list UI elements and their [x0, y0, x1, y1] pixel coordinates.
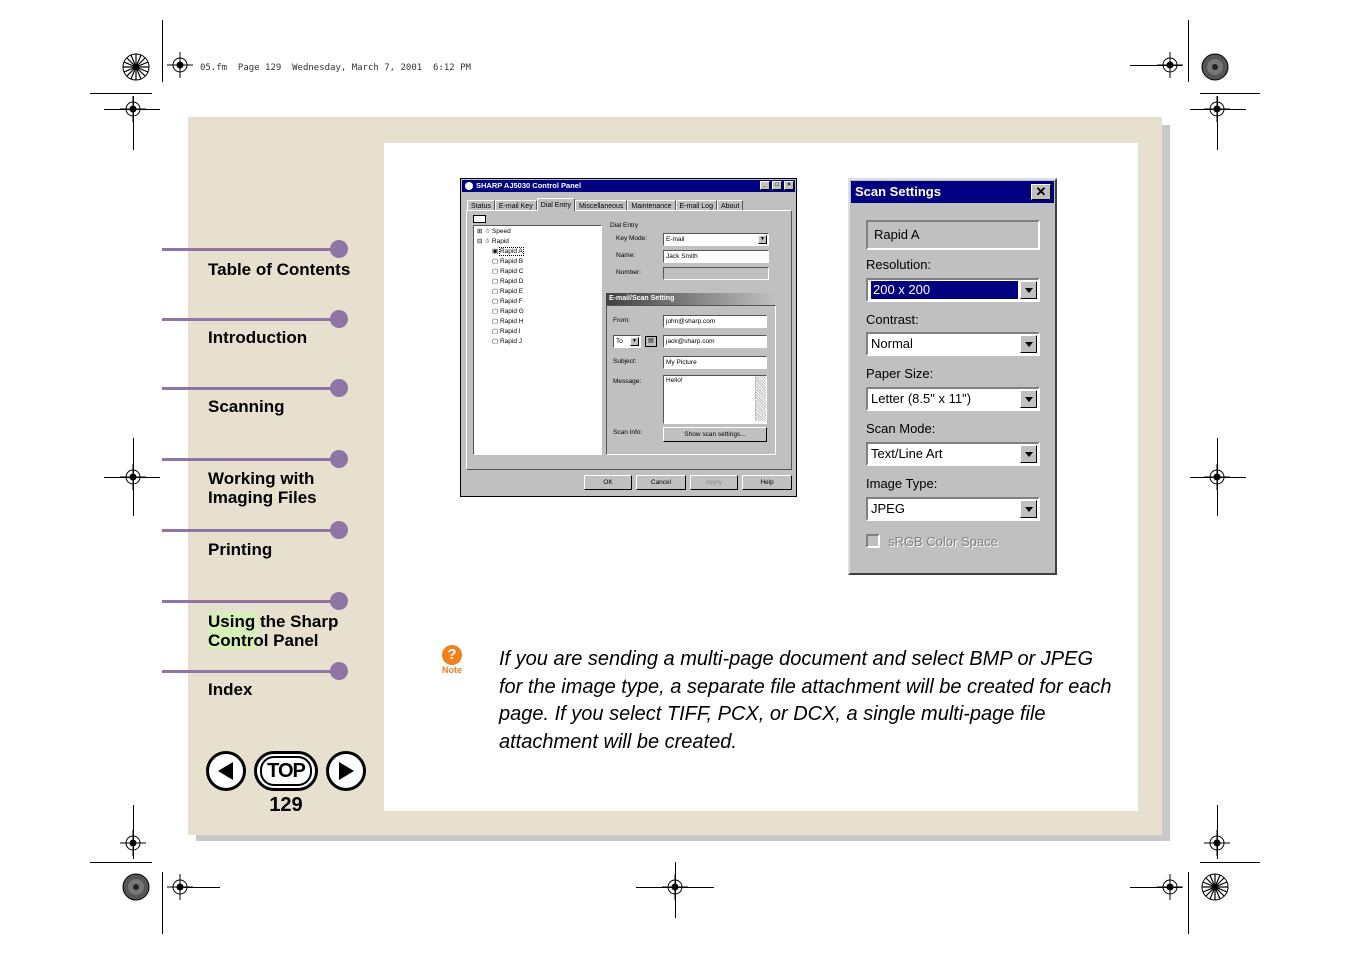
number-label: Number:: [616, 269, 641, 276]
crop-mark: [90, 93, 152, 94]
sidebar-item-label: Scanning: [208, 397, 285, 416]
resolution-value: 200 x 200: [871, 281, 1018, 299]
chevron-down-icon[interactable]: [1020, 390, 1037, 408]
nav-divider: [162, 670, 340, 673]
entry-name-display: Rapid A: [866, 220, 1040, 250]
app-icon: [465, 182, 473, 190]
nav-bullet-icon: [330, 450, 348, 468]
contrast-select[interactable]: [866, 332, 1040, 356]
crop-mark: [1217, 96, 1218, 150]
sidebar-item-table-of-contents[interactable]: [162, 240, 352, 282]
scan-settings-titlebar: [851, 181, 1054, 203]
tab-maintenance[interactable]: Maintenance: [627, 200, 675, 211]
chevron-down-icon[interactable]: [1020, 335, 1037, 353]
tab-dial-entry[interactable]: Dial Entry: [537, 198, 575, 211]
resolution-select[interactable]: [866, 278, 1040, 302]
dial-entry-group-label: Dial Entry: [610, 222, 639, 229]
registration-mark-icon: [1157, 52, 1183, 78]
control-panel-window: [460, 178, 797, 497]
crop-mark: [162, 20, 163, 82]
nav-bullet-icon: [330, 310, 348, 328]
nav-divider: [162, 387, 340, 390]
nav-divider: [162, 529, 340, 532]
next-page-button[interactable]: [326, 751, 366, 791]
top-button[interactable]: [254, 751, 318, 791]
chevron-down-icon[interactable]: [1020, 445, 1037, 463]
tree-item-rapid-j[interactable]: ▢ Rapid J: [492, 338, 522, 345]
registration-mark-icon: [167, 52, 193, 78]
image-type-value: JPEG: [871, 501, 905, 516]
paper-size-label: Paper Size:: [866, 366, 934, 381]
srgb-label: sRGB Color Space: [888, 534, 998, 549]
name-input[interactable]: Jack Smith: [663, 250, 769, 263]
minimize-icon[interactable]: _: [760, 181, 770, 190]
color-rosette-icon: [1201, 53, 1229, 81]
nav-bullet-icon: [330, 379, 348, 397]
apply-button[interactable]: Apply: [690, 475, 738, 490]
paper-size-value: Letter (8.5" x 11"): [871, 391, 972, 406]
crop-mark: [1190, 477, 1246, 478]
scan-mode-label: Scan Mode:: [866, 421, 936, 436]
tree-item-rapid-f[interactable]: ▢ Rapid F: [492, 298, 523, 305]
crop-mark: [675, 862, 676, 918]
crop-mark: [1217, 805, 1218, 859]
image-type-select[interactable]: [866, 497, 1040, 521]
nav-bullet-icon: [330, 521, 348, 539]
tab-email-key[interactable]: E-mail Key: [495, 200, 537, 211]
note-text: If you are sending a multi-page document and select BMP or JPEG for the image type, a separate file attachment will be created for each page. If you select TIFF, PCX, or DCX, a single multi-page file attachment will be created.: [499, 648, 1112, 753]
scan-mode-value: Text/Line Art: [871, 446, 943, 461]
arrow-left-icon: [213, 758, 239, 784]
tree-item-rapid-c[interactable]: ▢ Rapid C: [492, 268, 524, 275]
crop-mark: [1130, 887, 1182, 888]
contrast-label: Contrast:: [866, 312, 919, 327]
sidebar-item-scanning[interactable]: [162, 379, 352, 421]
paper-size-select[interactable]: [866, 387, 1040, 411]
crop-mark: [1200, 93, 1260, 94]
resolution-label: Resolution:: [866, 257, 932, 272]
image-type-label: Image Type:: [866, 476, 938, 491]
maximize-icon[interactable]: □: [772, 181, 782, 190]
crop-mark: [1190, 109, 1246, 110]
crop-mark: [180, 887, 220, 888]
tree-item-rapid-b[interactable]: ▢ Rapid B: [492, 258, 524, 265]
ok-button[interactable]: OK: [584, 475, 632, 490]
tree-item-rapid-i[interactable]: ▢ Rapid I: [492, 328, 521, 335]
crop-mark: [1188, 872, 1189, 934]
subject-input[interactable]: My Picture: [663, 356, 767, 369]
nav-divider: [162, 248, 340, 251]
scan-mode-select[interactable]: [866, 442, 1040, 466]
sidebar-item-label: Index: [208, 680, 253, 699]
top-button-label: TOP: [260, 756, 312, 786]
from-input[interactable]: john@sharp.com: [663, 315, 767, 328]
control-panel-titlebar: [462, 180, 795, 192]
nav-bullet-icon: [330, 592, 348, 610]
arrow-right-icon: [333, 758, 359, 784]
dial-entry-tree[interactable]: [473, 225, 602, 455]
show-scan-settings-button[interactable]: Show scan settings...: [663, 427, 767, 442]
sidebar-item-introduction[interactable]: [162, 310, 352, 352]
tree-item-rapid-g[interactable]: ▢ Rapid G: [492, 308, 524, 315]
message-label: Message:: [613, 378, 642, 385]
note-icon: [440, 645, 464, 675]
help-button[interactable]: Help: [742, 475, 792, 490]
note-label: Note: [442, 665, 462, 675]
sidebar-item-label: Printing: [208, 540, 273, 559]
tree-item-rapid-h[interactable]: ▢ Rapid H: [492, 318, 524, 325]
nav-divider: [162, 600, 340, 603]
key-mode-label: Key Mode:: [616, 235, 648, 242]
tree-item-rapid[interactable]: ⊟ ☃ Rapid: [477, 238, 509, 245]
color-rosette-icon: [122, 873, 150, 901]
name-label: Name:: [616, 252, 636, 259]
nav-bullet-icon: [330, 662, 348, 680]
scan-settings-dialog: [848, 178, 1057, 575]
color-rosette-icon: [1201, 873, 1229, 901]
sidebar-item-index[interactable]: [162, 662, 352, 704]
previous-page-button[interactable]: [206, 751, 246, 791]
tab-email-log[interactable]: E-mail Log: [676, 200, 717, 211]
cancel-button[interactable]: Cancel: [636, 475, 686, 490]
question-icon: ?: [442, 645, 462, 665]
chevron-down-icon[interactable]: [1020, 500, 1037, 518]
tree-item-rapid-d[interactable]: ▢ Rapid D: [492, 278, 524, 285]
sidebar-item-label: Introduction: [208, 328, 308, 347]
sidebar-item-label: Working with Imaging Files: [208, 469, 317, 507]
tab-about[interactable]: About: [717, 200, 743, 211]
email-scan-setting-header: E-mail/Scan Setting: [606, 293, 776, 305]
scan-info-label: Scan Info:: [613, 429, 643, 436]
srgb-checkbox[interactable]: [866, 534, 880, 548]
tab-status[interactable]: Status: [467, 200, 495, 211]
nav-divider: [162, 318, 340, 321]
chevron-down-icon[interactable]: [1020, 281, 1037, 299]
crop-mark: [133, 96, 134, 150]
from-label: From:: [613, 317, 630, 324]
subject-label: Subject:: [613, 358, 637, 365]
sidebar-item-label: Table of Contents: [208, 260, 351, 279]
tab-miscellaneous[interactable]: Miscellaneous: [575, 200, 627, 211]
address-book-icon[interactable]: ▤: [645, 336, 657, 347]
chevron-down-icon: ▼: [758, 235, 767, 244]
page-nav-buttons: [206, 750, 366, 792]
number-input[interactable]: [663, 267, 769, 280]
print-header: 05.fm Page 129 Wednesday, March 7, 2001 6:12 PM: [200, 63, 471, 73]
crop-mark: [1200, 862, 1260, 863]
sidebar-item-working-with-imaging-files[interactable]: [162, 450, 352, 512]
window-title: SHARP AJ5030 Control Panel: [476, 181, 582, 190]
crop-mark: [104, 109, 160, 110]
nav-divider: [162, 458, 340, 461]
nav-bullet-icon: [330, 240, 348, 258]
close-button[interactable]: ✕: [1031, 184, 1051, 200]
sidebar-item-using-the-sharp-control-panel[interactable]: [162, 592, 352, 654]
tree-item-rapid-e[interactable]: ▢ Rapid E: [492, 288, 524, 295]
tree-item-rapid-a[interactable]: ▣ Rapid A: [492, 248, 523, 255]
sidebar-item-label: Using the Sharp Control Panel: [208, 612, 339, 650]
crop-mark: [1188, 20, 1189, 82]
crop-mark: [133, 805, 134, 859]
crop-mark: [104, 477, 160, 478]
message-textarea[interactable]: Hello!: [663, 375, 767, 424]
color-rosette-icon: [122, 53, 150, 81]
contrast-value: Normal: [871, 336, 913, 351]
sidebar-item-printing[interactable]: [162, 521, 352, 563]
key-mode-select[interactable]: E-mail ▼: [663, 233, 769, 246]
to-email-input[interactable]: jack@sharp.com: [663, 335, 767, 348]
close-icon[interactable]: ×: [784, 181, 794, 190]
scrollbar[interactable]: [755, 376, 766, 421]
crop-mark: [162, 872, 163, 934]
collapse-icon[interactable]: [473, 215, 486, 223]
crop-mark: [90, 862, 152, 863]
tree-item-speed[interactable]: ⊞ ☃ Speed: [477, 228, 511, 235]
to-select[interactable]: To ▼: [613, 335, 641, 348]
chevron-down-icon: ▼: [630, 337, 639, 346]
dialog-title: Scan Settings: [855, 184, 941, 199]
page-number: 129: [269, 794, 303, 816]
